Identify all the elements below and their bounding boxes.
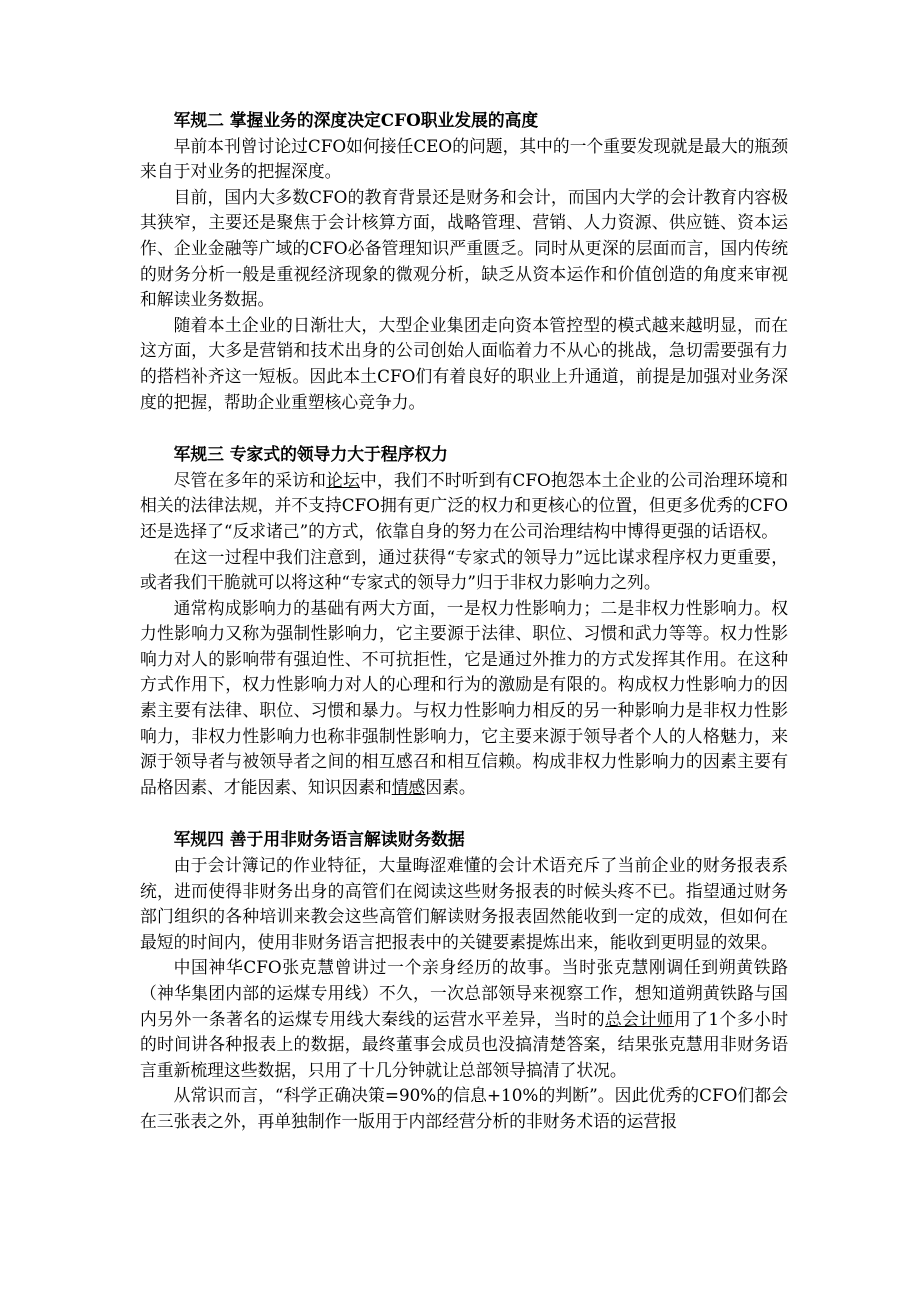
section-gap: [140, 415, 788, 442]
paragraph-text: 用了1个多小时的时间讲各种报表上的数据，最终董事会成员也没搞清楚答案，结果张克慧用非财务语言重新梳理这些数据，只用了十几分钟就让总部领导搞清了状况。: [140, 1008, 788, 1080]
paragraph: [140, 955, 788, 1083]
paragraph: [140, 468, 788, 545]
paragraph-text: 中国神华CFO张克慧曾讲过一个亲身经历的故事。当时张克慧刚调任到朔黄铁路（神华集团内部的运煤专用线）不久，一次总部领导来视察工作，想知道朔黄铁路与国内另外一条著名的运煤专用线大秦线的运营水平差异，当时的: [140, 957, 788, 1029]
section-title: 军规三 专家式的领导力大于程序权力: [173, 444, 448, 465]
paragraph-text: 尽管在多年的采访和: [173, 469, 327, 490]
paragraph-text: 因素。: [425, 776, 476, 797]
paragraph-text: 通常构成影响力的基础有两大方面，一是权力性影响力；二是非权力性影响力。权力性影响力又称为强制性影响力，它主要源于法律、职位、习惯和武力等等。权力性影响力对人的影响带有强迫性、不可抗拒性，它是通过外推力的方式发挥其作用。在这种方式作用下，权力性影响力对人的心理和行为的激励是有限的。构成权力性影响力的因素主要有法律、职位、习惯和暴力。与权力性影响力相反的另一种影响力是非权力性影响力，非权力性影响力也称非强制性影响力，它主要来源于领导者个人的人格魅力，来源于领导者与被领导者之间的相互感召和相互信赖。构成非权力性影响力的因素主要有品格因素、才能因素、知识因素和: [140, 597, 788, 797]
document-page: [140, 108, 788, 1135]
paragraph: 随着本土企业的日渐壮大，大型企业集团走向资本管控型的模式越来越明显，而在这方面，大多是营销和技术出身的公司创始人面临着力不从心的挑战，急切需要强有力的搭档补齐这一短板。因此本土CFO们有着良好的职业上升通道，前提是加强对业务深度的把握，帮助企业重塑核心竞争力。: [140, 314, 788, 412]
emotion-link[interactable]: 情感: [391, 776, 426, 797]
section-title: 军规二 掌握业务的深度决定CFO职业发展的高度: [173, 110, 539, 130]
forum-link[interactable]: 论坛: [326, 469, 360, 490]
paragraph: 目前，国内大多数CFO的教育背景还是财务和会计，而国内大学的会计教育内容极其狭窄，主要还是聚焦于会计核算方面，战略管理、营销、人力资源、供应链、资本运作、企业金融等广域的CFO必备管理知识严重匮乏。同时从更深的层面而言，国内传统的财务分析一般是重视经济现象的微观分析，缺乏从资本运作和价值创造的角度来审视和解读业务数据。: [140, 186, 788, 310]
paragraph: 由于会计簿记的作业特征，大量晦涩难懂的会计术语充斥了当前企业的财务报表系统，进而使得非财务出身的高管们在阅读这些财务报表的时候头疼不已。指望通过财务部门组织的各种培训来教会这些高管们解读财务报表固然能收到一定的成效，但如何在最短的时间内，使用非财务语言把报表中的关键要素提炼出来，能收到更明显的效果。: [140, 855, 788, 952]
paragraph: 从常识而言，“科学正确决策=90%的信息+10%的判断”。因此优秀的CFO们都会在三张表之外，再单独制作一版用于内部经营分析的非财务术语的运营报: [140, 1085, 788, 1131]
section-title: 军规四 善于用非财务语言解读财务数据: [173, 829, 465, 850]
paragraph: 在这一过程中我们注意到，通过获得“专家式的领导力”远比谋求程序权力更重要，或者我们干脆就可以将这种“专家式的领导力”归于非权力影响力之列。: [140, 546, 788, 593]
paragraph: 早前本刊曾讨论过CFO如何接任CEO的问题，其中的一个重要发现就是最大的瓶颈来自于对业务的把握深度。: [140, 135, 788, 182]
section-gap: [140, 800, 788, 827]
paragraph-text: 中，我们不时听到有CFO抱怨本土企业的公司治理环境和相关的法律法规，并不支持CFO拥有更广泛的权力和更核心的位置，但更多优秀的CFO还是选择了“反求诸己”的方式，依靠自身的努力在公司治理结构中博得更强的话语权。: [140, 469, 788, 541]
chief-accountant-link[interactable]: 总会计师: [605, 1008, 674, 1029]
paragraph: [140, 596, 788, 801]
